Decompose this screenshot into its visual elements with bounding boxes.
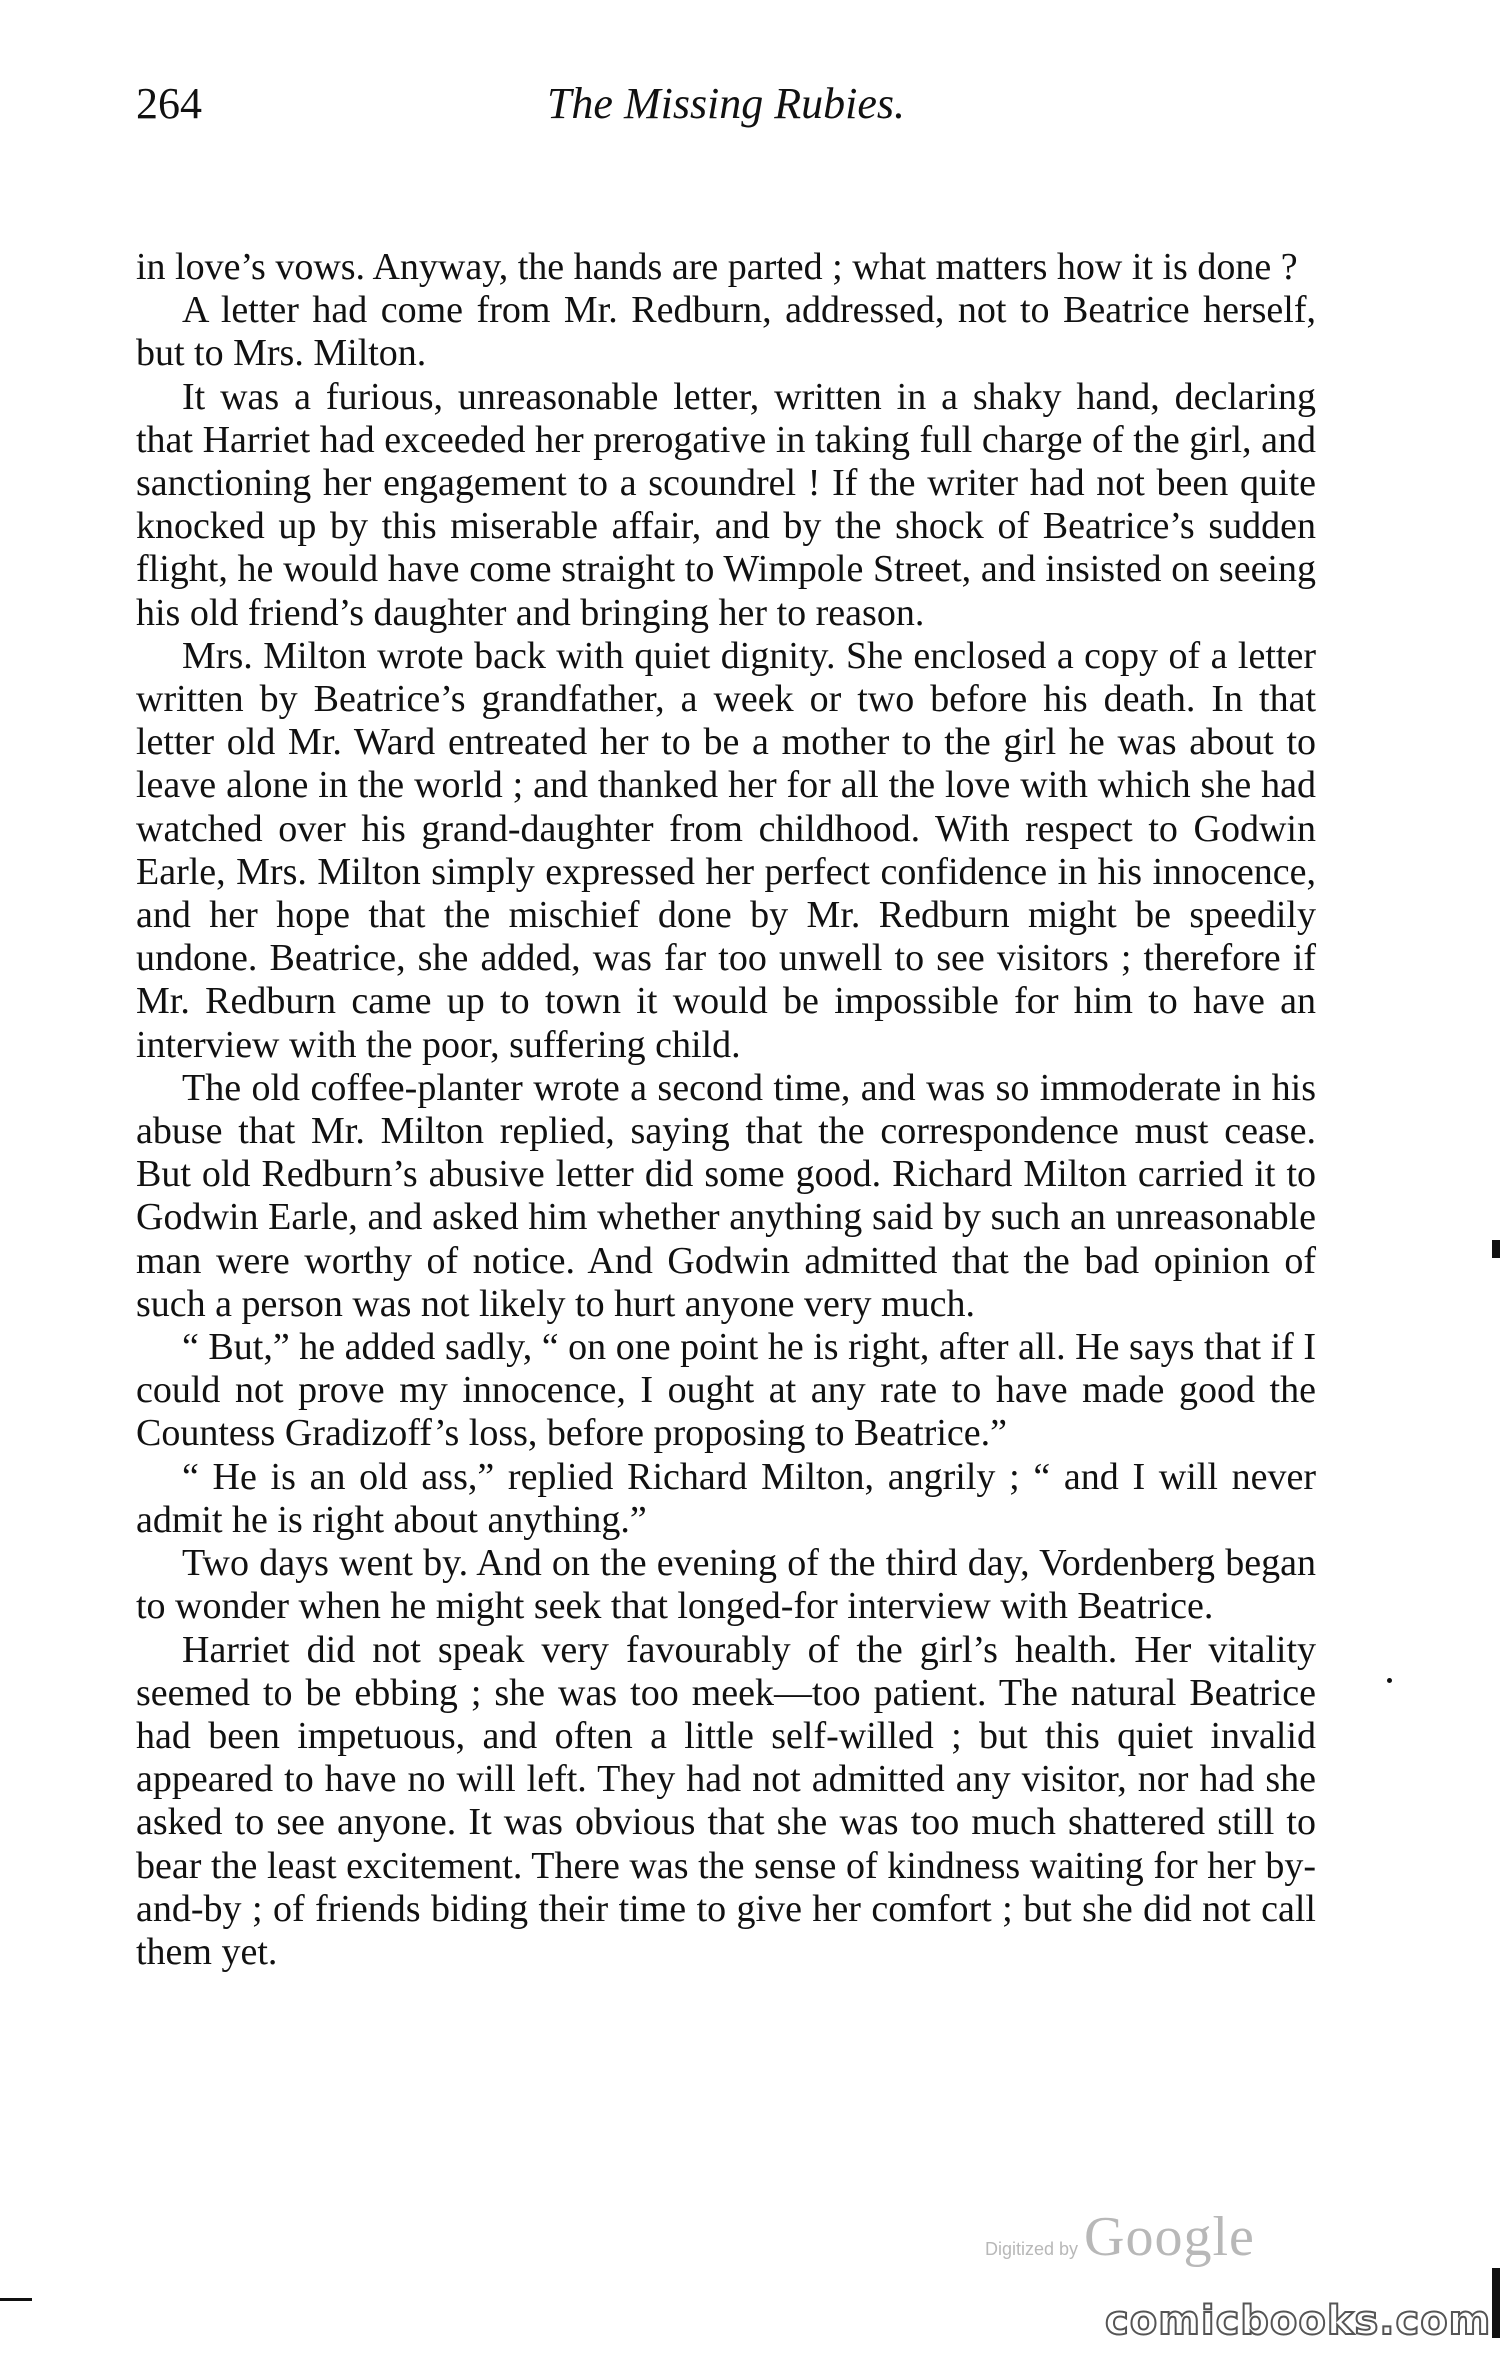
page-number: 264 xyxy=(136,79,202,128)
digitized-by-label: Digitized by xyxy=(985,2239,1079,2259)
paragraph: Mrs. Milton wrote back with quiet dignity. She enclosed a copy of a letter written by Beatrice’s grandfather, a week or two before his death. In that letter old Mr. Ward entreated her to be a mother to the girl he was about to leave alone in the world ; and thanked her for all the love with which she had watched over his grand-daughter from childhood. With respect to Godwin Earle, Mrs. Milton simply expressed her perfect confidence in his innocence, and her hope that the mischief done by Mr. Redburn might be speedily undone. Beatrice, she added, was far too unwell to see visitors ; therefore if Mr. Redburn came up to town it would be impossible for him to have an interview with the poor, suffering child. xyxy=(136,634,1316,1066)
left-edge-mark xyxy=(0,2298,32,2301)
book-page xyxy=(136,78,1316,1974)
margin-dot xyxy=(1387,1678,1392,1683)
paragraph: It was a furious, unreasonable letter, written in a shaky hand, declaring that Harriet had exceeded her prerogative in taking full charge of the girl, and sanctioning her engagement to a scoundrel ! If the writer had not been quite knocked up by this miserable affair, and by the shock of Beatrice’s sudden flight, he would have come straight to Wimpole Street, and insisted on seeing his old friend’s daughter and bringing her to reason. xyxy=(136,375,1316,634)
paragraph: A letter had come from Mr. Redburn, addressed, not to Beatrice herself, but to Mrs. Milton. xyxy=(136,289,1316,375)
digitized-by-google-mark xyxy=(985,2205,1255,2269)
comicbooks-watermark: comicbooks.com xyxy=(1105,2298,1492,2344)
running-title: The Missing Rubies. xyxy=(546,79,906,128)
paragraph: “ But,” he added sadly, “ on one point he is right, after all. He says that if I could not prove my innocence, I ought at any rate to have made good the Countess Gradizoff’s loss, before proposing to Beatrice.” xyxy=(136,1326,1316,1455)
google-logo-text: Google xyxy=(1084,2206,1255,2268)
paragraph: “ He is an old ass,” replied Richard Milton, angrily ; “ and I will never admit he is right about anything.” xyxy=(136,1455,1316,1541)
right-edge-mark xyxy=(1492,2268,1500,2338)
right-edge-mark xyxy=(1492,1240,1500,1258)
page-header xyxy=(136,78,1316,148)
paragraph: Two days went by. And on the evening of the third day, Vordenberg began to wonder when he might seek that longed-for interview with Beatrice. xyxy=(136,1542,1316,1628)
body-text xyxy=(136,246,1316,1974)
paragraph: The old coffee-planter wrote a second time, and was so immoderate in his abuse that Mr. Milton replied, saying that the correspondence must cease. But old Redburn’s abusive letter did some good. Richard Milton carried it to Godwin Earle, and asked him whether anything said by such an unreasonable man were worthy of notice. And Godwin admitted that the bad opinion of such a person was not likely to hurt anyone very much. xyxy=(136,1066,1316,1325)
paragraph: Harriet did not speak very favourably of the girl’s health. Her vitality seemed to be ebbing ; she was too meek—too patient. The natural Beatrice had been impetuous, and often a little self-willed ; but this quiet invalid appeared to have no will left. They had not admitted any visitor, nor had she asked to see anyone. It was obvious that she was too much shattered still to bear the least excitement. There was the sense of kindness waiting for her by-and-by ; of friends biding their time to give her comfort ; but she did not call them yet. xyxy=(136,1628,1316,1973)
paragraph: in love’s vows. Anyway, the hands are parted ; what matters how it is done ? xyxy=(136,246,1298,288)
